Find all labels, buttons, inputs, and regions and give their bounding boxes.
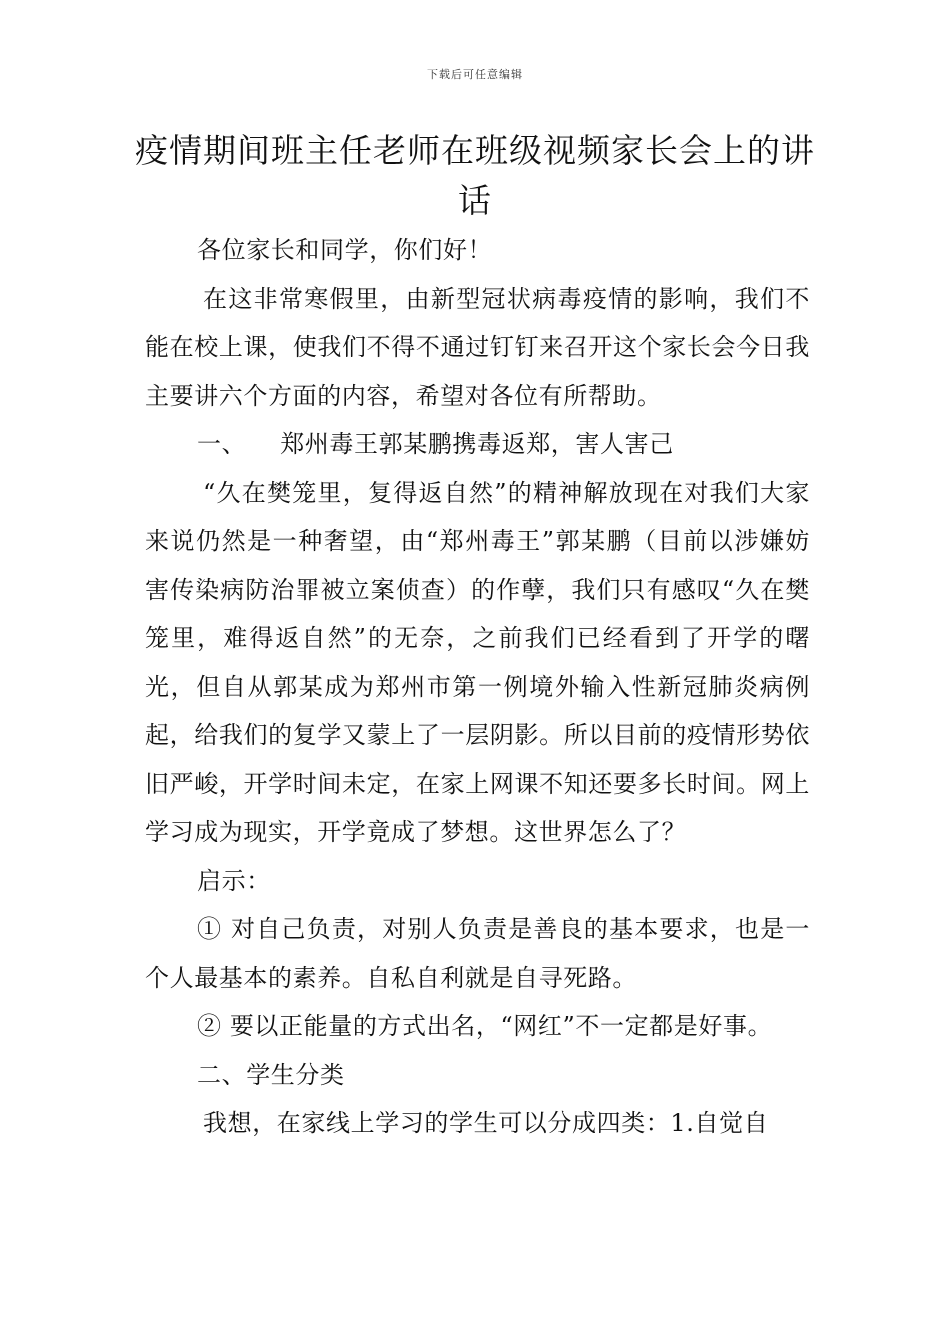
greeting: 各位家长和同学，你们好！ bbox=[197, 236, 493, 264]
paragraph-section-2: 我想，在家线上学习的学生可以分成四类：1.自觉自 bbox=[203, 1109, 769, 1137]
document-body bbox=[145, 226, 810, 1148]
section-1-title: 郑州毒王郭某鹏携毒返郑，害人害己 bbox=[280, 430, 674, 458]
section-2-heading: 二、学生分类 bbox=[197, 1060, 345, 1089]
header-note: 下载后可任意编辑 bbox=[427, 68, 523, 81]
document-title: 疫情期间班主任老师在班级视频家长会上的讲话 bbox=[135, 131, 815, 220]
insight-item-2: ② 要以正能量的方式出名，“网红”不一定都是好事。 bbox=[197, 1012, 773, 1040]
section-1-number: 一、 bbox=[197, 430, 247, 458]
paragraph-section-1: “久在樊笼里，复得返自然”的精神解放现在对我们大家来说仍然是一种奢望，由“郑州毒王”郭某鹏（目前以涉嫌妨害传染病防治罪被立案侦查）的作孽，我们只有感叹“久在樊笼里，难得返自然”的无奈，之前我们已经看到了开学的曙光，但自从郭某成为郑州市第一例境外输入性新冠肺炎病例起，给我们的复学又蒙上了一层阴影。所以目前的疫情形势依旧严峻，开学时间未定，在家上网课不知还要多长时间。网上学习成为现实，开学竟成了梦想。这世界怎么了？ bbox=[145, 478, 810, 846]
paragraph-intro: 在这非常寒假里，由新型冠状病毒疫情的影响，我们不能在校上课，使我们不得不通过钉钉来召开这个家长会今日我主要讲六个方面的内容，希望对各位有所帮助。 bbox=[145, 284, 810, 410]
section-1-heading bbox=[145, 420, 810, 469]
insight-label: 启示： bbox=[197, 866, 271, 895]
insight-item-1: ① 对自己负责，对别人负责是善良的基本要求，也是一个人最基本的素养。自私自利就是自寻死路。 bbox=[145, 915, 810, 992]
